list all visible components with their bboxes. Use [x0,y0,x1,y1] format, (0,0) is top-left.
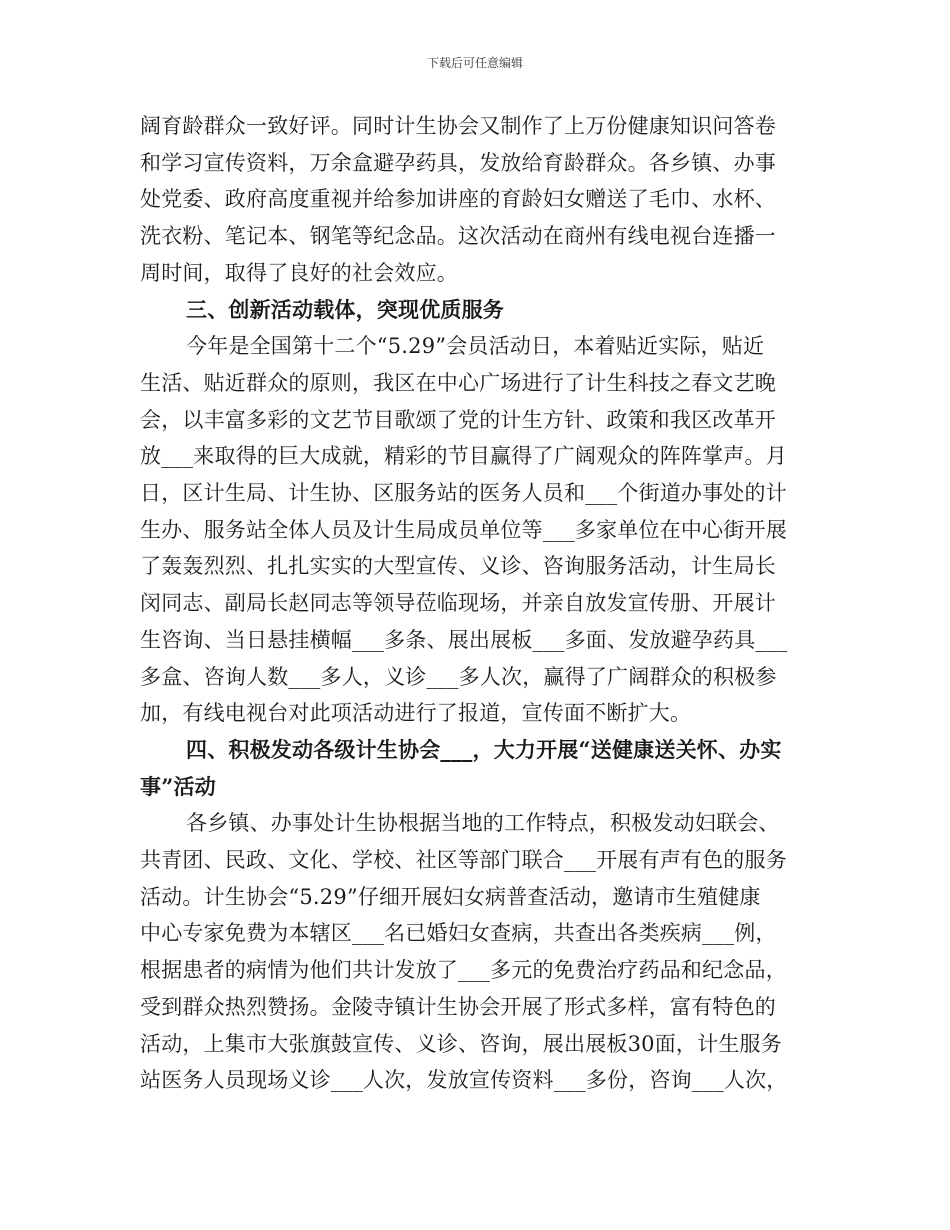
paragraph-line: 生办、服务站全体人员及计生局成员单位等___多家单位在中心街开展 [140,517,787,542]
paragraph-line: 和学习宣传资料，万余盒避孕药具，发放给育龄群众。各乡镇、办事 [140,150,776,175]
paragraph-line: 阔育龄群众一致好评。同时计生协会又制作了上万份健康知识问答卷 [140,114,776,138]
paragraph-line: 会，以丰富多彩的文艺节目歌颂了党的计生方针、政策和我区改革开 [140,407,776,432]
paragraph-line: 站医务人员现场义诊___人次，发放宣传资料___多份，咨询___人次， [140,1068,788,1093]
section-heading-line: 四、积极发动各级计生协会___，大力开展“送健康送关怀、办实 [186,736,782,762]
paragraph-line: 周时间，取得了良好的社会效应。 [140,260,458,285]
paragraph-line: 各乡镇、办事处计生协根据当地的工作特点，积极发动妇联会、 [186,811,780,836]
paragraph-line: 生活、贴近群众的原则，我区在中心广场进行了计生科技之春文艺晚 [140,370,776,395]
paragraph-line: 日，区计生局、计生协、区服务站的医务人员和___个街道办事处的计 [140,481,787,505]
paragraph-line: 受到群众热烈赞扬。金陵寺镇计生协会开展了形式多样，富有特色的 [140,994,776,1019]
paragraph-line: 共青团、民政、文化、学校、社区等部门联合___开展有声有色的服务 [140,848,787,872]
paragraph-line: 活动。计生协会“5.29”仔细开展妇女病普查活动，邀请市生殖健康 [140,884,761,909]
paragraph-line: 中心专家免费为本辖区___名已婚妇女查病，共查出各类疾病___例， [140,921,777,946]
paragraph-line: 活动，上集市大张旗鼓宣传、义诊、咨询，展出展板30面，计生服务 [140,1031,782,1056]
paragraph-line: 生咨询、当日悬挂横幅___多条、展出展板___多面、发放避孕药具___ [140,627,788,652]
paragraph-line: 洗衣粉、笔记本、钢笔等纪念品。这次活动在商州有线电视台连播一 [140,224,776,249]
paragraph-line: 闵同志、副局长赵同志等领导莅临现场，并亲自放发宣传册、开展计 [140,591,776,616]
page-header: 下载后可任意编辑 [426,56,523,70]
section-heading-line: 三、创新活动载体，突现优质服务 [186,296,504,322]
paragraph-line: 多盒、咨询人数___多人，义诊___多人次，赢得了广阔群众的积极参 [140,664,777,689]
paragraph-line: 处党委、政府高度重视并给参加讲座的育龄妇女赠送了毛巾、水杯、 [140,187,776,212]
paragraph-line: 根据患者的病情为他们共计发放了___多元的免费治疗药品和纪念品， [140,958,787,983]
paragraph-line: 放___来取得的巨大成就，精彩的节目赢得了广阔观众的阵阵掌声。月 [140,444,787,469]
paragraph-line: 加，有线电视台对此项活动进行了报道，宣传面不断扩大。 [140,701,692,726]
section-heading-line: 事”活动 [140,773,216,799]
paragraph-line: 今年是全国第十二个“5.29”会员活动日，本着贴近实际，贴近 [186,334,765,359]
paragraph-line: 了轰轰烈烈、扎扎实实的大型宣传、义诊、咨询服务活动，计生局长 [140,554,776,579]
